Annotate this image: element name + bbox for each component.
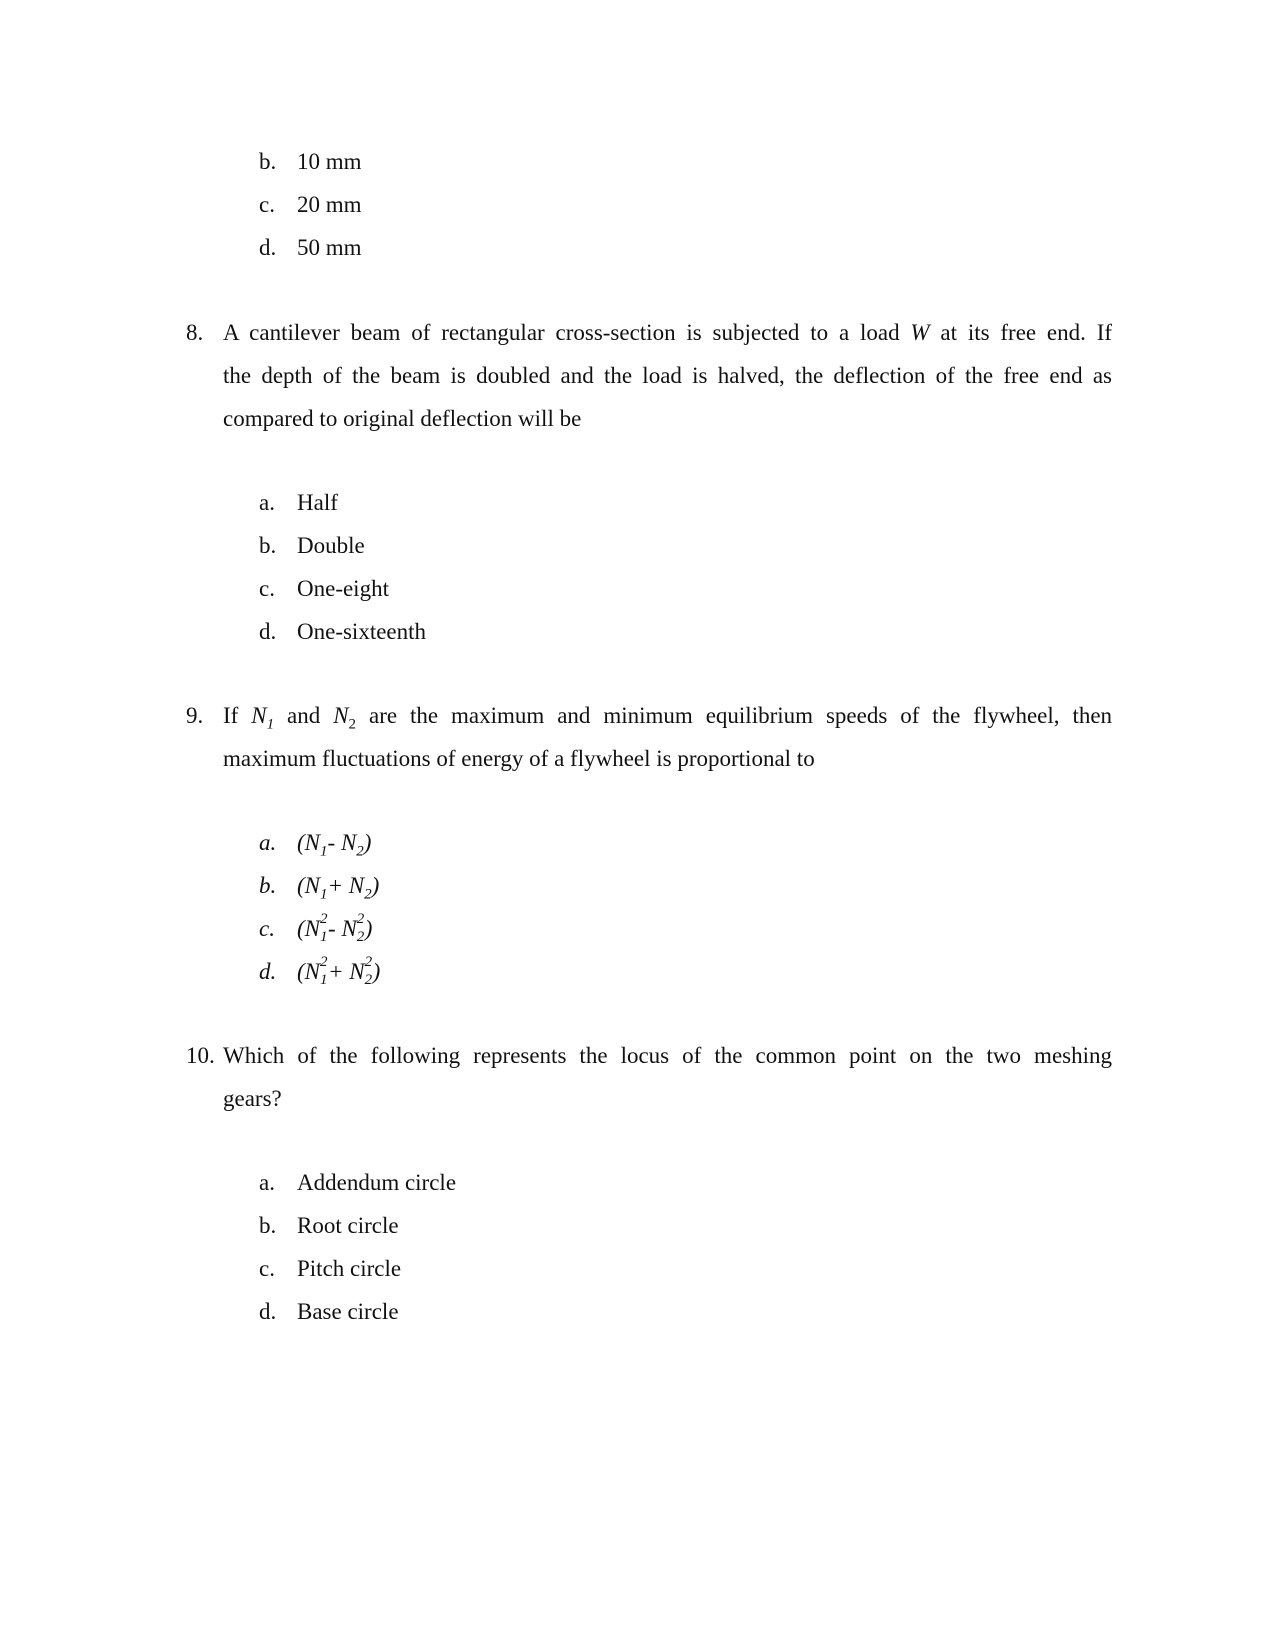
paren-close: ): [364, 916, 373, 941]
subscript-2: 2: [356, 929, 365, 945]
q10-option-c: [259, 1254, 401, 1284]
sub-sup-stack: [320, 911, 328, 945]
q9-n1-symbol: N: [251, 703, 267, 728]
sub-sup-stack: [356, 911, 365, 945]
sub-sup-stack: [320, 954, 328, 988]
q10-option-b: [259, 1211, 399, 1241]
q10-line-2: gears?: [223, 1086, 282, 1111]
option-text: Addendum circle: [297, 1170, 457, 1195]
subscript-2: 2: [356, 843, 364, 860]
superscript-2: 2: [356, 911, 365, 927]
option-text: Pitch circle: [297, 1256, 402, 1281]
option-text: Root circle: [297, 1213, 399, 1238]
minus-sign: -: [328, 916, 342, 941]
q8-option-a: [259, 488, 338, 518]
option-text: 20 mm: [297, 192, 362, 217]
q8-line-1: [223, 318, 1112, 348]
subscript-1: 1: [320, 929, 328, 945]
subscript-1: 1: [320, 886, 328, 903]
q9-n2-subscript: 2: [348, 716, 357, 733]
q9-if: If: [223, 703, 239, 728]
option-text: One-sixteenth: [297, 619, 427, 644]
paren-open: (: [297, 873, 305, 898]
option-letter: c.: [259, 1256, 275, 1281]
option-letter: d.: [259, 235, 277, 260]
option-letter: d.: [259, 1299, 277, 1324]
q7-option-d: [259, 233, 362, 263]
option-formula: [297, 954, 381, 988]
n-symbol: N: [349, 959, 365, 984]
n-symbol: N: [304, 873, 321, 898]
option-letter: b.: [259, 149, 277, 174]
q7-option-c: [259, 190, 362, 220]
q9-option-a: [259, 828, 371, 858]
plus-sign: +: [328, 959, 350, 984]
superscript-2: 2: [320, 954, 328, 970]
q9-n1-subscript: 1: [266, 716, 275, 733]
option-formula: [297, 911, 373, 945]
plus-sign: +: [327, 873, 349, 898]
q9-text-rest: are the maximum and minimum equilibrium speeds of the flywheel, then: [368, 703, 1113, 728]
superscript-2: 2: [364, 954, 373, 970]
option-text: Half: [297, 490, 338, 515]
option-text: 10 mm: [297, 149, 362, 174]
q7-option-b: [259, 147, 362, 177]
q8-option-b: [259, 531, 365, 561]
n-symbol: N: [341, 916, 357, 941]
option-text: Double: [297, 533, 365, 558]
q8-line-3: compared to original deflection will be: [223, 406, 582, 431]
option-text: 50 mm: [297, 235, 362, 260]
q9-option-b: [259, 871, 379, 901]
q9-n1: [251, 703, 275, 733]
option-letter: a.: [259, 830, 277, 855]
option-letter: b.: [259, 1213, 277, 1238]
paren-open: (: [297, 916, 305, 941]
q9-n2: [333, 703, 357, 733]
q8-number: 8.: [186, 320, 204, 345]
option-formula: [297, 828, 371, 858]
option-letter: d.: [259, 619, 277, 644]
q8-load-variable: W: [910, 320, 930, 345]
q9-n2-symbol: N: [333, 703, 349, 728]
paren-close: ): [363, 830, 372, 855]
option-letter: b.: [259, 533, 277, 558]
subscript-1: 1: [320, 843, 328, 860]
option-text: One-eight: [297, 576, 389, 601]
subscript-2: 2: [364, 972, 373, 988]
subscript-1: 1: [320, 972, 328, 988]
q9-and: and: [287, 703, 321, 728]
option-letter: c.: [259, 576, 275, 601]
n-symbol: N: [304, 830, 321, 855]
option-letter: d.: [259, 959, 277, 984]
q10-number: 10.: [186, 1043, 215, 1068]
q8-option-c: [259, 574, 389, 604]
option-letter: a.: [259, 1170, 275, 1195]
option-formula: [297, 871, 379, 901]
q9-line-2: maximum fluctuations of energy of a flywheel is proportional to: [223, 746, 815, 771]
n-symbol: N: [340, 830, 357, 855]
q9-option-d: [259, 954, 381, 988]
q8-option-d: [259, 617, 426, 647]
paren-open: (: [297, 830, 305, 855]
n-symbol: N: [304, 916, 321, 941]
q9-option-c: [259, 911, 373, 945]
paren-close: ): [372, 959, 381, 984]
n-symbol: N: [348, 873, 365, 898]
q10-option-d: [259, 1297, 399, 1327]
q8-text-b: at its free end. If: [940, 320, 1113, 345]
option-letter: b.: [259, 873, 277, 898]
option-text: Base circle: [297, 1299, 399, 1324]
q10-line-1: Which of the following represents the locus of the common point on the two meshing: [223, 1043, 1112, 1068]
subscript-2: 2: [364, 886, 372, 903]
q8-text-a: A cantilever beam of rectangular cross-section is subjected to a load: [223, 320, 900, 345]
paren-open: (: [297, 959, 305, 984]
q9-line-1: [223, 701, 1112, 731]
option-letter: a.: [259, 490, 275, 515]
n-symbol: N: [304, 959, 321, 984]
option-letter: c.: [259, 916, 275, 941]
q9-number: 9.: [186, 703, 204, 728]
q10-option-a: [259, 1168, 456, 1198]
option-letter: c.: [259, 192, 275, 217]
q8-line-2: the depth of the beam is doubled and the load is halved, the deflection of the free end as: [223, 363, 1112, 388]
superscript-2: 2: [320, 911, 328, 927]
paren-close: ): [371, 873, 380, 898]
minus-sign: -: [327, 830, 341, 855]
sub-sup-stack: [364, 954, 373, 988]
